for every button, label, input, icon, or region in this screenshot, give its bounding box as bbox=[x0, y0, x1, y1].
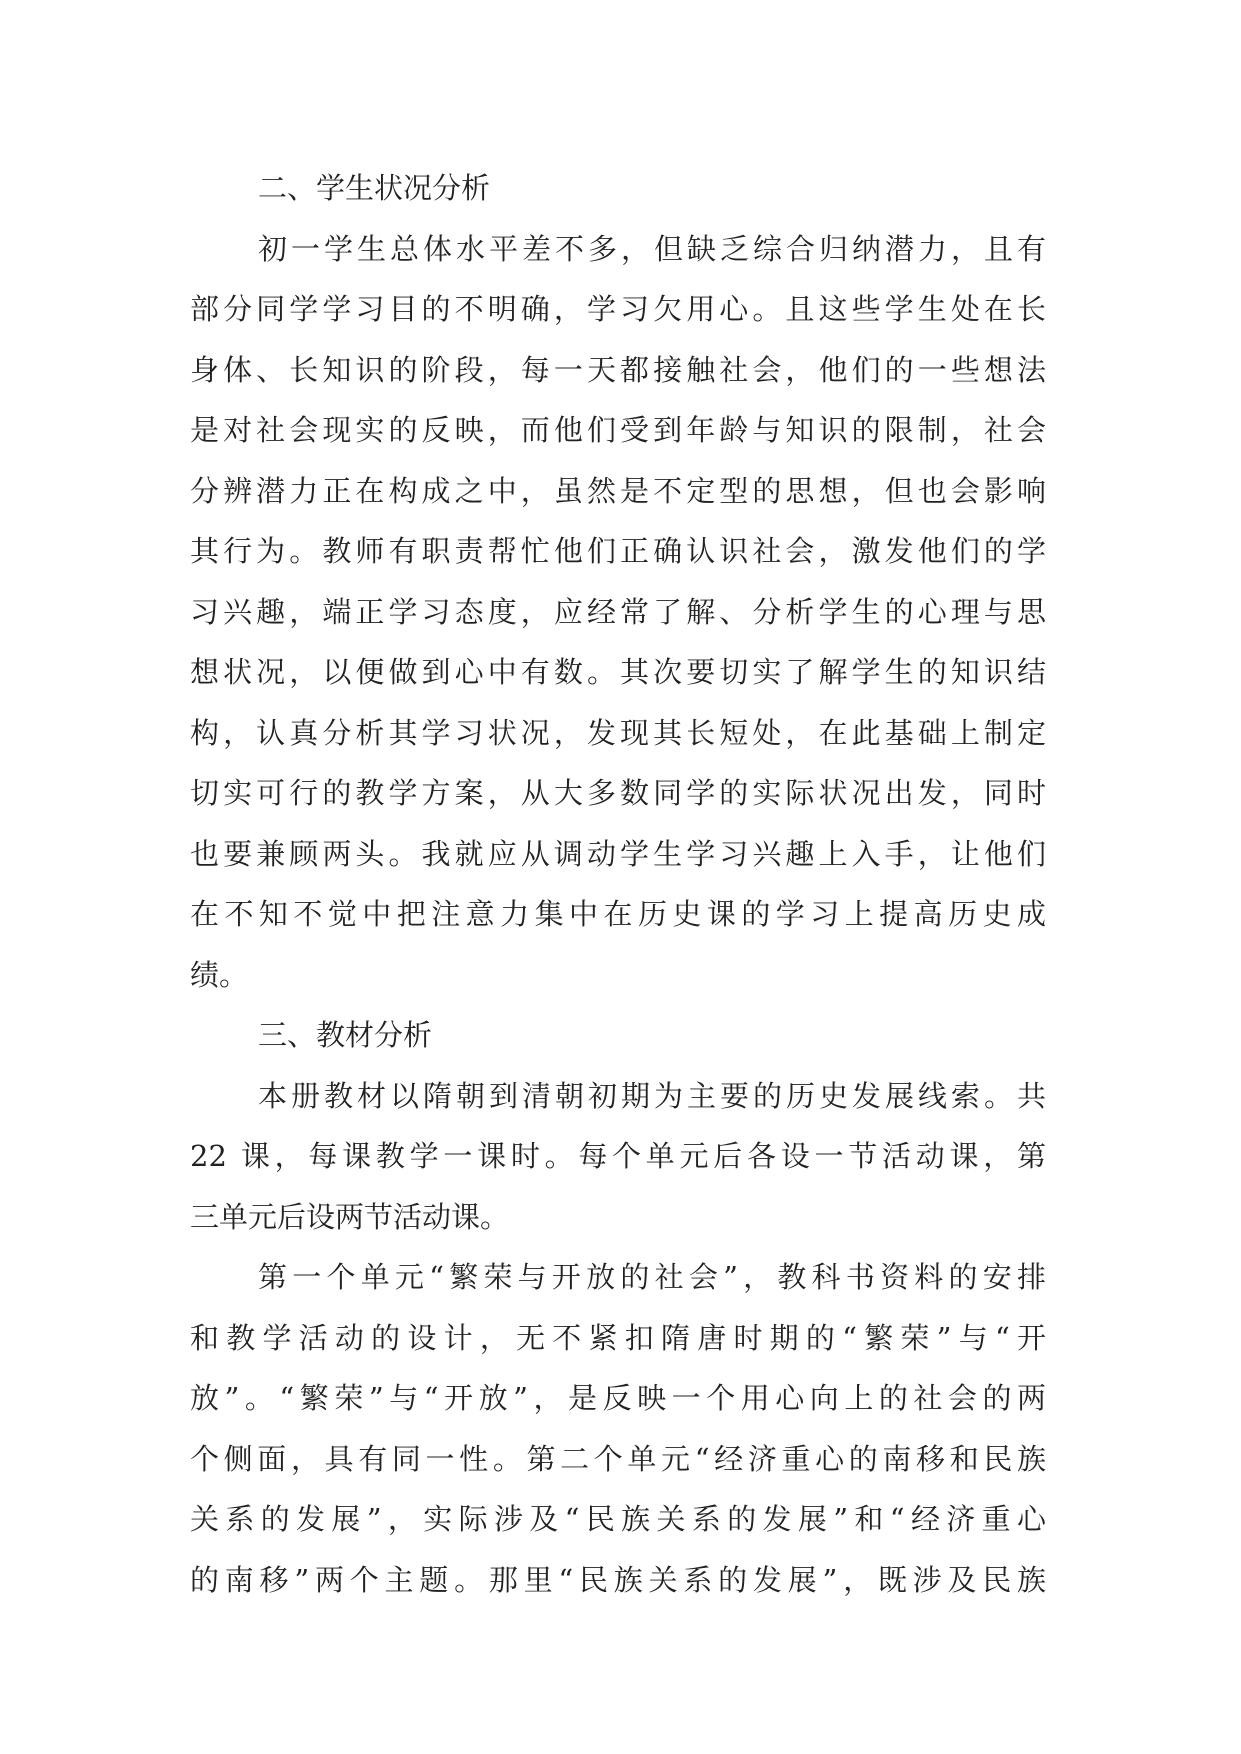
section-heading-student-analysis: 二、学生状况分析 bbox=[258, 171, 491, 205]
paragraph-line: 的南移”两个主题。那里“民族关系的发展”，既涉及民族 bbox=[190, 1562, 1046, 1597]
paragraph-line: 其行为。教师有职责帮忙他们正确认识社会，激发他们的学 bbox=[190, 534, 1046, 568]
document-body bbox=[190, 158, 1046, 1610]
paragraph-line: 切实可行的教学方案，从大多数同学的实际状况出发，同时 bbox=[190, 776, 1046, 810]
paragraph-line: 放”。“繁荣”与“开放”，是反映一个用心向上的社会的两 bbox=[190, 1381, 1046, 1415]
paragraph-line: 分辨潜力正在构成之中，虽然是不定型的思想，但也会影响 bbox=[190, 473, 1046, 508]
paragraph-line: 部分同学学习目的不明确，学习欠用心。且这些学生处在长 bbox=[190, 292, 1046, 326]
paragraph-line: 和教学活动的设计，无不紧扣隋唐时期的“繁荣”与“开 bbox=[190, 1320, 1046, 1355]
paragraph-line: 是对社会现实的反映，而他们受到年龄与知识的限制，社会 bbox=[190, 413, 1046, 447]
paragraph-line: 在不知不觉中把注意力集中在历史课的学习上提高历史成 bbox=[190, 897, 1046, 931]
paragraph-line: 想状况，以便做到心中有数。其次要切实了解学生的知识结 bbox=[190, 655, 1046, 689]
paragraph-line: 构，认真分析其学习状况，发现其长短处，在此基础上制定 bbox=[190, 715, 1046, 750]
paragraph-line: 三单元后设两节活动课。 bbox=[190, 1199, 510, 1234]
paragraph-line: 22 课，每课教学一课时。每个单元后各设一节活动课，第 bbox=[190, 1139, 1046, 1173]
paragraph-line: 身体、长知识的阶段，每一天都接触社会，他们的一些想法 bbox=[190, 352, 1046, 387]
section-heading-textbook-analysis: 三、教材分析 bbox=[258, 1018, 433, 1052]
paragraph-line: 也要兼顾两头。我就应从调动学生学习兴趣上入手，让他们 bbox=[190, 836, 1046, 871]
paragraph-line: 本册教材以隋朝到清朝初期为主要的历史发展线索。共 bbox=[258, 1078, 1046, 1113]
paragraph-line: 个侧面，具有同一性。第二个单元“经济重心的南移和民族 bbox=[190, 1441, 1046, 1476]
paragraph-line: 绩。 bbox=[190, 957, 249, 992]
paragraph-line: 第一个单元“繁荣与开放的社会”，教科书资料的安排 bbox=[258, 1260, 1046, 1294]
paragraph-line: 习兴趣，端正学习态度，应经常了解、分析学生的心理与思 bbox=[190, 594, 1046, 629]
paragraph-line: 初一学生总体水平差不多，但缺乏综合归纳潜力，且有 bbox=[258, 231, 1046, 266]
paragraph-line: 关系的发展”，实际涉及“民族关系的发展”和“经济重心 bbox=[190, 1502, 1046, 1536]
